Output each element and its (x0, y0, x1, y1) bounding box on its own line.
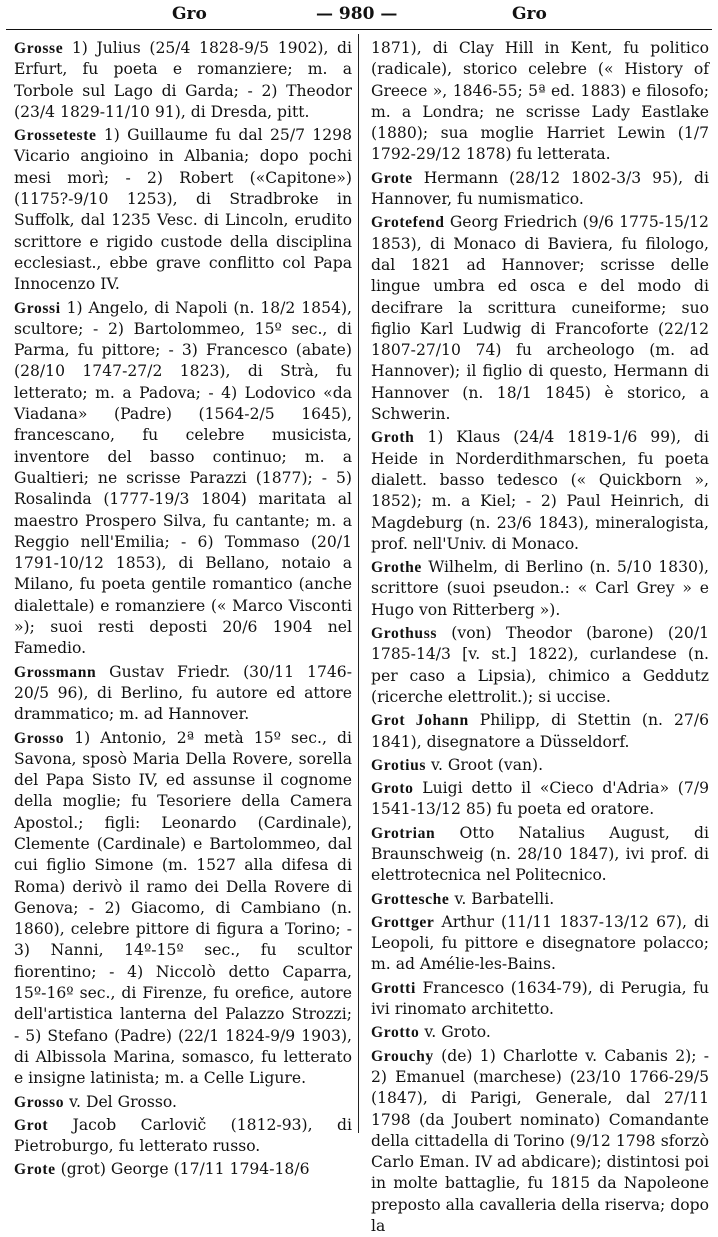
entry-text: Luigi detto il «Cieco d'Adria» (7/9 1541-13/12 85) fu poeta ed oratore. (371, 779, 709, 819)
dictionary-entry (371, 623, 709, 708)
dictionary-entry (14, 662, 352, 726)
entry-headword: Grosso (14, 729, 65, 747)
entry-text: v. Groto. (424, 1023, 491, 1042)
dictionary-entry (14, 1092, 352, 1113)
entry-text: (grot) George (17/11 1794-18/6 (60, 1160, 310, 1179)
dictionary-entry (14, 1115, 352, 1158)
entry-text: Francesco (1634-79), di Perugia, fu ivi rinomato architetto. (371, 978, 709, 1019)
dictionary-entry (14, 1159, 352, 1180)
dictionary-entry (371, 1022, 709, 1043)
entry-headword: Grote (371, 169, 413, 187)
entry-text: 1) Antonio, 2ª metà 15º sec., di Savona, sposò Maria Della Rovere, sorella del Papa Sisto IV, ed assunse il cognome della moglie; fu Tesoriere della Camera Apostol.; figli: Leonardo (Cardinale), Clemente (Cardinale) e Bartolommeo, dal cui figlio Simone (m. 1527 alla difesa di Roma) derivò il ramo dei Della Rovere di Genova; - 2) Giacomo, di Cambiano (n. 1860), celebre pittore di figura a Torino; - 3) Nanni, 14º-15º sec., fu scultor fiorentino; - 4) Niccolò detto Caparra, 15º-16º sec., di Firenze, fu orefice, autore dell'artistica lanterna del Palazzo Strozzi; - 5) Stefano (Padre) (22/1 1824-9/9 1903), di Albissola Marina, somasco, fu letterato e insigne latinista; m. a Celle Ligure. (14, 728, 352, 1088)
entry-headword: Grothe (371, 559, 422, 577)
entry-text: Wilhelm, di Berlino (n. 5/10 1830), scrittore (suoi pseudon.: « Carl Grey » e Hugo von Ritterberg »). (371, 558, 709, 619)
entry-text: 1) Guillaume fu dal 25/7 1298 Vicario angioino in Albania; dopo pochi mesi morì; - 2) Robert («Capitone») (1175?-9/10 1253), di Stradbroke in Suffolk, dal 1235 Vesc. di Lincoln, erudito scrittore e rigido custode della disciplina ecclesiast., ebbe grave conflitto col Papa Innocenzo IV. (14, 126, 352, 294)
dictionary-entry (371, 912, 709, 976)
entry-headword: Groth (371, 429, 415, 447)
entry-headword: Grotto (371, 1024, 420, 1042)
entry-headword: Groto (371, 780, 414, 798)
dictionary-entry (371, 823, 709, 887)
entry-text: (de) 1) Charlotte v. Cabanis 2); - 2) Emanuel (marchese) (23/10 1766-29/5 (1847), di Parigi, Generale, dal 27/11 1798 (da Joubert nominato) Comandante della cittadella di Torino (9/12 1798 sforzò Carlo Eman. IV ad abdicare); distintosi poi in molte battaglie, fu 1815 da Napoleone preposto alla cavalleria della riserva; dopo la (371, 1046, 709, 1236)
dictionary-entry (371, 427, 709, 555)
entry-headword: Grotti (371, 979, 416, 997)
entry-text: 1871), di Clay Hill in Kent, fu politico (radicale), storico celebre (« History of Greece », 1846-55; 5ª ed. 1883) e filosofo; m. a Londra; ne scrisse Lady Eastlake (1880); sua moglie Harriet Lewin (1/7 1792-29/12 1878) fu letterata. (371, 39, 709, 164)
entry-headword: Grouchy (371, 1047, 434, 1065)
entry-text: Jacob Carlovič (1812-93), di Pietroburgo, fu letterato russo. (14, 1115, 352, 1156)
entry-headword: Grottger (371, 913, 435, 931)
entry-headword: Grotrian (371, 824, 436, 842)
entry-headword: Grote (14, 1161, 56, 1179)
entry-text: Georg Friedrich (9/6 1775-15/12 1853), di Monaco di Baviera, fu filologo, dal 1821 ad Hannover; scrisse delle lingue umbra ed osca e del modo di decifrare la scrittura cuneiforme; suo figlio Karl Ludwig di Francoforte (22/12 1807-27/10 74) fu archeologo (m. ad Hannover); il figlio di questo, Hermann di Hannover (n. 18/1 1845) è storico, a Schwerin. (371, 213, 709, 424)
running-head-left: Gro (172, 4, 207, 24)
dictionary-entry (371, 168, 709, 211)
dictionary-entry (371, 38, 709, 166)
entry-text: v. Barbatelli. (454, 889, 555, 908)
entry-text: 1) Angelo, di Napoli (n. 18/2 1854), scultore; - 2) Bartolommeo, 15º sec., di Parma, fu pittore; - 3) Francesco (abate) (28/10 1747-27/2 1823), di Strà, fu letterato; m. a Padova; - 4) Lodovico «da Viadana» (Padre) (1564-2/5 1645), francescano, fu celebre musicista, inventore del basso continuo; m. a Gualtieri; ne scrisse Parazzi (1877); - 5) Rosalinda (1777-19/3 1804) maritata al maestro Prospero Silva, fu cantante; m. a Reggio nell'Emilia; - 6) Tommaso (20/1 1791-10/12 1853), di Bellano, notaio a Milano, fu poeta gentile romantico (anche dialettale) e romanziere (« Marco Visconti »); suoi resti deposti 20/6 1904 nel Famedio. (14, 298, 352, 658)
entry-headword: Grosso (14, 1093, 65, 1111)
dictionary-entry (371, 755, 709, 776)
entry-text: 1) Julius (25/4 1828-9/5 1902), di Erfurt, fu poeta e romanziere; m. a Torbole sul Lago di Garda; - 2) Theodor (23/4 1829-11/10 91), di Dresda, pitt. (14, 39, 352, 121)
entry-headword: Grossmann (14, 663, 97, 681)
entry-text: Gustav Friedr. (30/11 1746-20/5 96), di Berlino, fu autore ed attore drammatico; m. ad Hannover. (14, 662, 352, 724)
entry-text: (von) Theodor (barone) (20/1 1785-14/3 [v. st.] 1822), curlandese (n. per caso a Lipsia), chimico a Geddutz (ricerche elettrolit.); si uccise. (371, 624, 709, 706)
dictionary-entry (14, 728, 352, 1090)
dictionary-entry (14, 298, 352, 660)
entry-text: Philipp, di Stettin (n. 27/6 1841), disegnatore a Düsseldorf. (371, 711, 709, 751)
page-header (0, 0, 718, 26)
dictionary-entry (371, 778, 709, 821)
entry-headword: Grot (14, 1116, 49, 1134)
entry-headword: Grotius (371, 756, 427, 774)
running-head-right: Gro (512, 4, 547, 24)
entry-headword: Grot Johann (371, 712, 469, 730)
dictionary-entry (371, 557, 709, 621)
dictionary-entry (371, 889, 709, 910)
dictionary-entry (371, 212, 709, 425)
entry-text: Arthur (11/11 1837-13/12 67), di Leopoli, fu pittore e disegnatore polacco; m. ad Amélie-les-Bains. (371, 912, 709, 974)
dictionary-entry (14, 125, 352, 295)
dictionary-entry (371, 978, 709, 1021)
entry-headword: Grosseteste (14, 127, 97, 145)
entry-text: Otto Natalius August, di Braunschweig (n. 28/10 1847), ivi prof. di elettrotecnica nel Politecnico. (371, 823, 709, 885)
dictionary-entry (14, 38, 352, 123)
entry-headword: Grosse (14, 40, 64, 57)
column-divider (358, 34, 359, 1133)
entry-headword: Grothuss (371, 625, 438, 643)
entry-text: v. Del Grosso. (69, 1092, 178, 1111)
entry-text: Hermann (28/12 1802-3/3 95), di Hannover, fu numismatico. (371, 168, 710, 209)
page-number: — 980 — (316, 4, 398, 24)
entry-text: 1) Klaus (24/4 1819-1/6 99), di Heide in Norderdithmarschen, fu poeta dialett. basso tedesco (« Quickborn », 1852); m. a Kiel; - 2) Paul Heinrich, di Magdeburg (n. 23/6 1843), mineralogista, prof. nell'Univ. di Monaco. (371, 428, 709, 553)
entry-text: v. Groot (van). (431, 755, 544, 774)
left-column (14, 38, 352, 1179)
entry-headword: Grossi (14, 299, 61, 317)
entry-headword: Grottesche (371, 890, 450, 908)
header-rule (6, 29, 712, 30)
dictionary-entry (371, 710, 709, 753)
entry-headword: Grotefend (371, 214, 445, 232)
right-column (371, 38, 710, 1236)
dictionary-entry (371, 1046, 709, 1237)
